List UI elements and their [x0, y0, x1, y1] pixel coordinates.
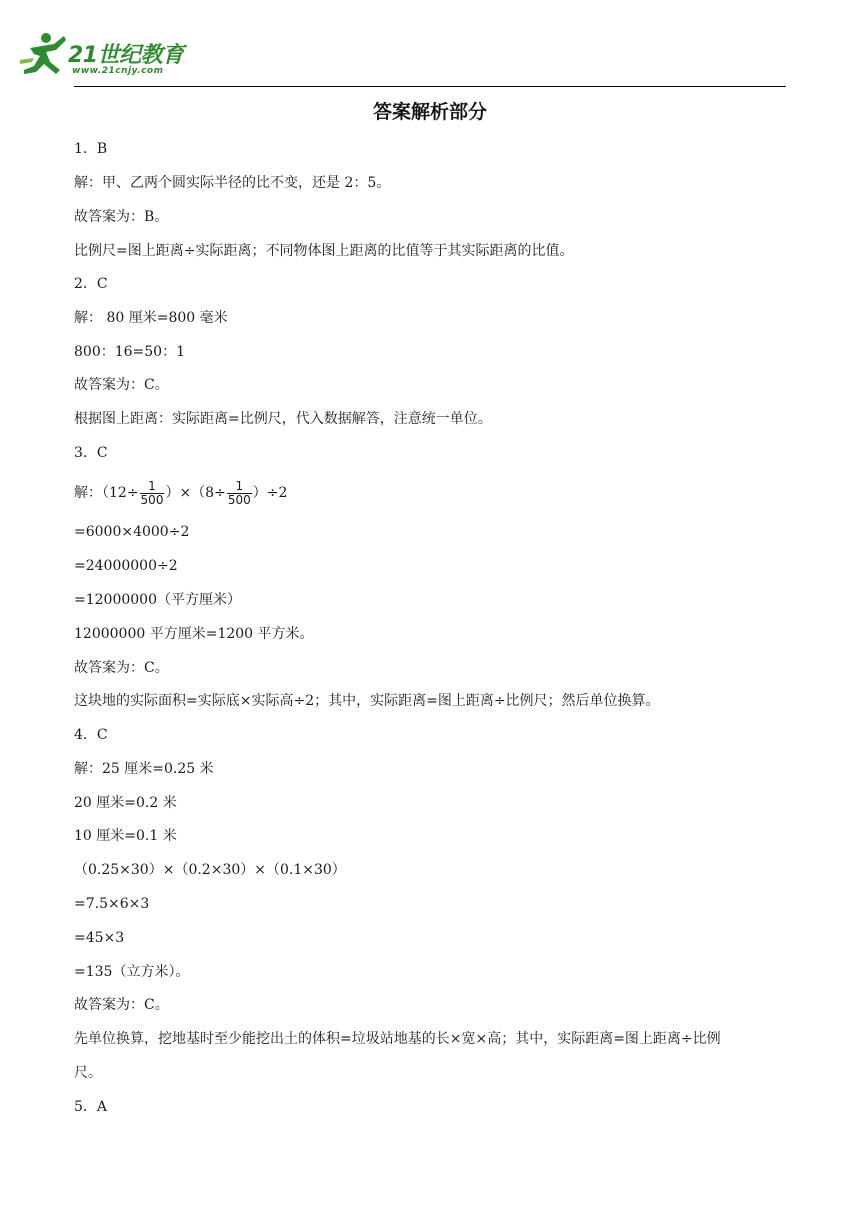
explanation-line: 这块地的实际面积=实际底×实际高÷2；其中，实际距离=图上距离÷比例尺；然后单位换算。: [74, 693, 660, 709]
solution-line: 20 厘米=0.2 米: [74, 795, 177, 811]
explanation-line: 比例尺=图上距离÷实际距离；不同物体图上距离的比值等于其实际距离的比值。: [74, 243, 574, 259]
explanation-line: 尺。: [74, 1065, 102, 1081]
answer-statement: 故答案为：B。: [74, 209, 169, 225]
explanation-line: 根据图上距离：实际距离=比例尺，代入数据解答，注意统一单位。: [74, 411, 492, 427]
logo-text: 21世纪教育: [68, 43, 184, 68]
answer-3: 3．C: [74, 445, 108, 461]
answer-5: 5．A: [74, 1099, 108, 1115]
solution-line: =24000000÷2: [74, 558, 178, 574]
fraction: [227, 480, 252, 507]
logo: [20, 30, 200, 78]
fraction-numerator: 1: [235, 478, 244, 493]
formula-suffix: ）÷2: [252, 485, 288, 501]
solution-line: =12000000（平方厘米）: [74, 592, 241, 608]
solution-line: （0.25×30）×（0.2×30）×（0.1×30）: [74, 862, 346, 878]
solution-line: =135（立方米）。: [74, 964, 190, 980]
page-title: 答案解析部分: [372, 101, 487, 123]
answer-2: 2．C: [74, 276, 108, 292]
answer-4: 4．C: [74, 727, 108, 743]
page-header: [0, 0, 860, 92]
answer-1: 1．B: [74, 141, 108, 157]
runner-logo-icon: [20, 30, 68, 76]
solution-line: 解：25 厘米=0.25 米: [74, 761, 214, 777]
solution-line: =6000×4000÷2: [74, 524, 190, 540]
solution-line: 10 厘米=0.1 米: [74, 828, 177, 844]
fraction-denominator: 500: [227, 492, 251, 507]
solution-line: 800：16=50：1: [74, 344, 185, 360]
formula-prefix: 解：（12÷: [74, 485, 139, 501]
solution-line: 解： 80 厘米=800 毫米: [74, 310, 228, 326]
answer-statement: 故答案为：C。: [74, 660, 169, 676]
answer-statement: 故答案为：C。: [74, 997, 169, 1013]
solution-line: 解：甲、乙两个圆实际半径的比不变，还是 2：5。: [74, 175, 391, 191]
header-rule: [74, 86, 786, 87]
formula-line: [74, 478, 287, 508]
logo-url: www.21cnjy.com: [72, 66, 164, 76]
solution-line: 12000000 平方厘米=1200 平方米。: [74, 626, 314, 642]
fraction: [140, 480, 165, 507]
solution-line: =7.5×6×3: [74, 896, 150, 912]
explanation-line: 先单位换算，挖地基时至少能挖出土的体积=垃圾站地基的长×宽×高；其中，实际距离=图上距离÷比例: [74, 1031, 721, 1047]
solution-line: =45×3: [74, 930, 125, 946]
formula-middle: ）×（8÷: [165, 485, 226, 501]
answer-statement: 故答案为：C。: [74, 377, 169, 393]
fraction-numerator: 1: [148, 478, 156, 493]
fraction-denominator: 500: [140, 492, 164, 507]
